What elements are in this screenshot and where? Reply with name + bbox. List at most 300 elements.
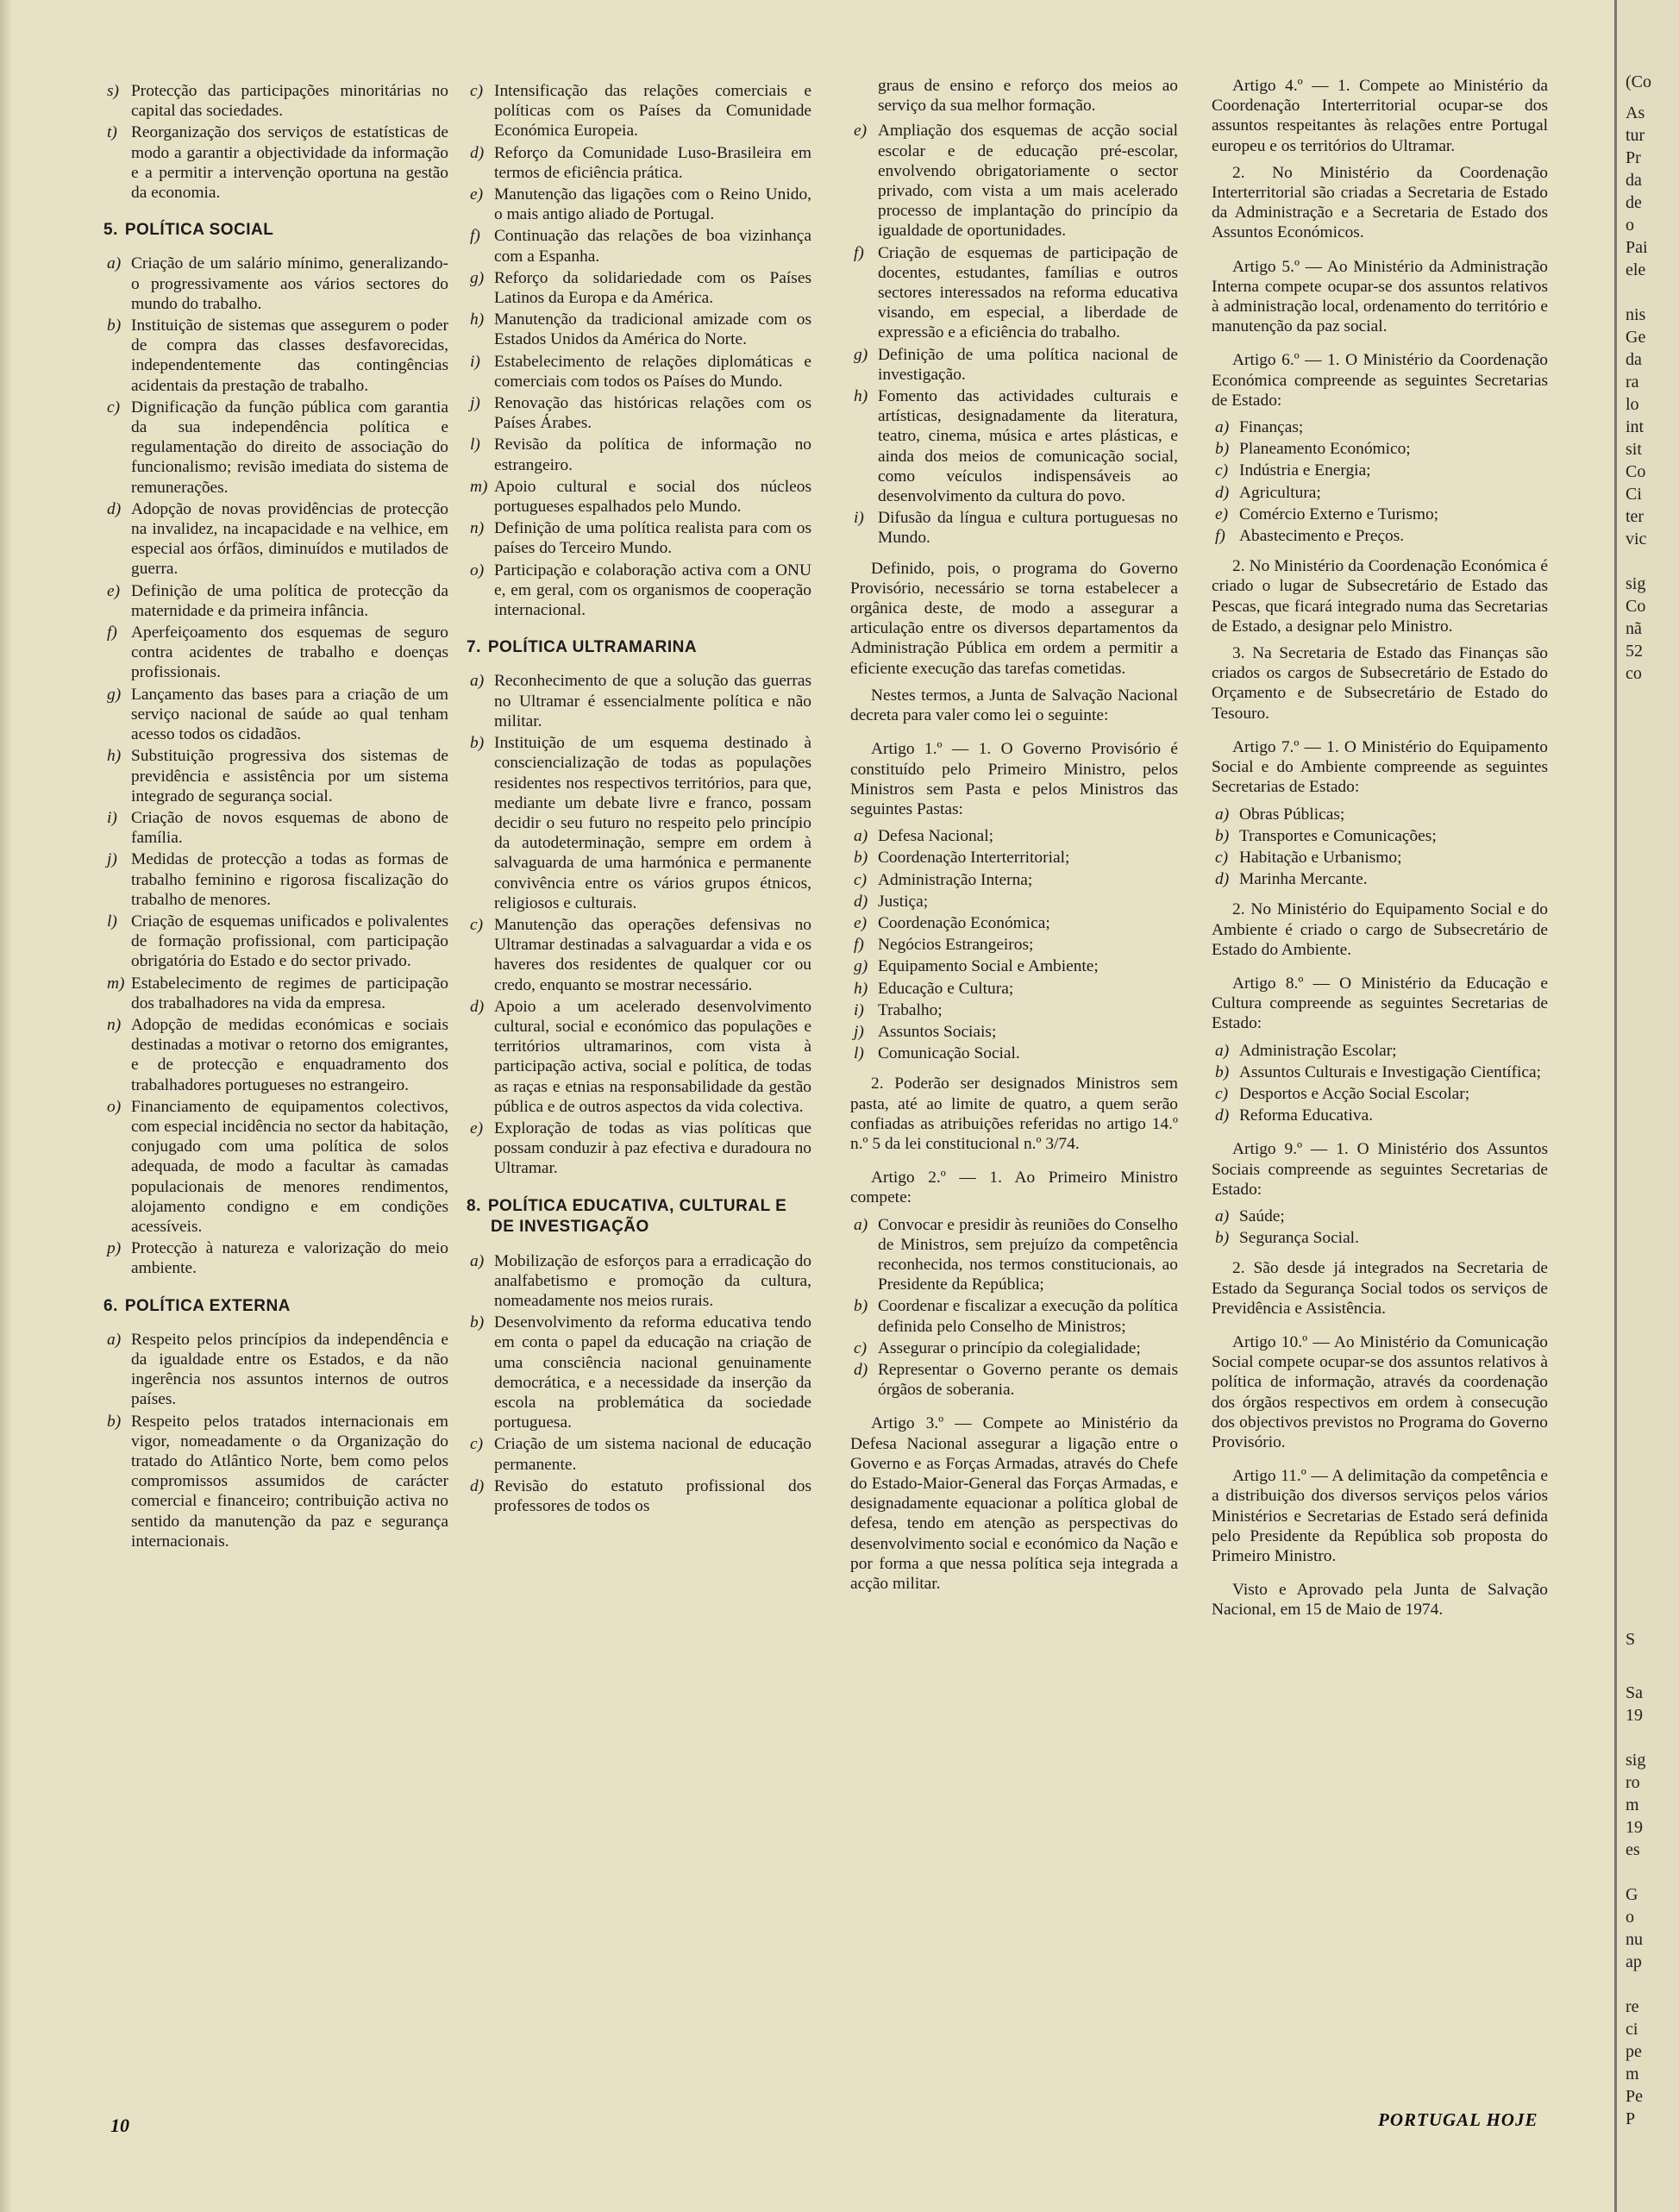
item-text: Agricultura; bbox=[1239, 483, 1321, 502]
article-4-paragraph-2: 2. No Ministério da Coordenação Interterritorial são criadas a Secretaria de Estado da Administração e a Secretaria de Estado dos Assuntos Económicos. bbox=[1212, 163, 1548, 242]
article-2: Artigo 2.º — 1. Ao Primeiro Ministro compete: bbox=[850, 1169, 1178, 1207]
item-text: Desenvolvimento da reforma educativa tendo em conta o papel da educação na criação de uma consciência nacional genuinamente democrática, e a necessidade da inserção da escola na problemática da sociedade portuguesa. bbox=[494, 1313, 811, 1432]
item-label: a) bbox=[1215, 1041, 1230, 1060]
article-8: Artigo 8.º — O Ministério da Educação e Cultura compreende as seguintes Secretarias de Estado: bbox=[1212, 974, 1548, 1033]
article-5: Artigo 5.º — Ao Ministério da Administração Interna compete ocupar-se dos assuntos relativos à administração local, ordenamento do território e manutenção da paz social. bbox=[1212, 257, 1548, 336]
list-item bbox=[103, 1412, 448, 1551]
column-1 bbox=[103, 76, 448, 1562]
adjacent-page-text-fragment: nu bbox=[1626, 1930, 1643, 1949]
item-text: Respeito pelos tratados internacionais em vigor, nomeadamente o da Organização do tratado do Atlântico Norte, bem como pelos compromissos assumidos de carácter comercial e financeiro; contribuição activa no sentido da manutenção da paz e segurança internacionais. bbox=[131, 1412, 448, 1551]
item-label: p) bbox=[107, 1239, 122, 1258]
section-title: POLÍTICA ULTRAMARINA bbox=[487, 638, 698, 657]
item-text: Justiça; bbox=[878, 892, 929, 911]
adjacent-page-text-fragment: o bbox=[1626, 1908, 1634, 1927]
item-text: Ampliação dos esquemas de acção social escolar e de educação pré-escolar, envolvendo obrigatoriamente o sector privado, com vista a um mais acelerado processo de implantação do princípio da igualdade de oportunidades. bbox=[878, 122, 1178, 241]
section-5-heading bbox=[103, 220, 448, 240]
adjacent-page-text-fragment: m bbox=[1626, 2065, 1639, 2084]
item-label: l) bbox=[470, 436, 480, 454]
article-9-paragraph-2: 2. São desde já integrados na Secretaria de Estado da Segurança Social todos os serviços de Previdência e Assistência. bbox=[1212, 1259, 1548, 1318]
article-10: Artigo 10.º — Ao Ministério da Comunicação Social compete ocupar-se dos assuntos relativos à política de informação, através da coordenação dos órgãos respectivos em ordem à consecução dos objectivos previstos no Programa do Governo Provisório. bbox=[1212, 1332, 1548, 1451]
item-label: c) bbox=[1215, 848, 1229, 867]
adjacent-page-text-fragment: S bbox=[1626, 1630, 1636, 1649]
list-item bbox=[103, 1015, 448, 1095]
item-label: b) bbox=[1215, 440, 1230, 459]
list-item bbox=[850, 508, 1178, 548]
section-number: 8. bbox=[467, 1196, 481, 1215]
item-text: Administração Interna; bbox=[878, 870, 1033, 889]
item-text: Finanças; bbox=[1239, 418, 1304, 437]
item-text: Saúde; bbox=[1239, 1206, 1285, 1225]
item-label: f) bbox=[854, 243, 864, 262]
item-text: Coordenar e fiscalizar a execução da política definida pelo Conselho de Ministros; bbox=[878, 1297, 1178, 1336]
item-label: b) bbox=[1215, 1062, 1230, 1081]
item-text: Fomento das actividades culturais e artísticas, designadamente da literatura, teatro, cinema, música e artes plásticas, e ainda dos meios de comunicação social, como veículos indispensáveis ao desenvolvimento da cultura do povo. bbox=[878, 387, 1178, 506]
list-item bbox=[1212, 1228, 1548, 1248]
item-label: l) bbox=[854, 1044, 864, 1063]
item-text: Manutenção das operações defensivas no Ultramar destinadas a salvaguardar a vida e os haveres dos residentes de qualquer cor ou credo, enquanto se mostrar necessário. bbox=[494, 915, 811, 994]
adjacent-page-text-fragment: sig bbox=[1626, 574, 1646, 593]
list-item bbox=[103, 254, 448, 314]
adjacent-page-text-fragment: da bbox=[1626, 350, 1642, 369]
adjacent-page-text-fragment: m bbox=[1626, 1795, 1639, 1814]
publication-title: PORTUGAL HOJE bbox=[1378, 2109, 1538, 2130]
item-label: j) bbox=[470, 394, 480, 413]
article-11: Artigo 11.º — A delimitação da competência e a distribuição dos diversos serviços pelos vários Ministérios e Secretarias de Estado será definida pelo Presidente da República sob proposta do Primeiro Ministro. bbox=[1212, 1467, 1548, 1565]
item-text: Obras Públicas; bbox=[1239, 805, 1345, 824]
adjacent-page-text-fragment: 19 bbox=[1626, 1706, 1643, 1725]
list-item bbox=[467, 1313, 811, 1432]
item-label: j) bbox=[107, 850, 117, 869]
item-text: Reorganização dos serviços de estatísticas de modo a garantir a objectividade da informação e a permitir a intervenção oportuna na gestão da economia. bbox=[131, 123, 448, 203]
list-item bbox=[850, 892, 1178, 912]
item-label: e) bbox=[854, 913, 868, 932]
item-text: Estabelecimento de regimes de participação dos trabalhadores na vida da empresa. bbox=[131, 974, 448, 1012]
adjacent-page-text-fragment: int bbox=[1626, 417, 1645, 436]
adjacent-page-text-fragment: 19 bbox=[1626, 1818, 1643, 1837]
adjacent-page-text-fragment: vic bbox=[1626, 530, 1647, 548]
item-text: Trabalho; bbox=[878, 1000, 943, 1019]
list-item bbox=[467, 352, 811, 392]
list-item bbox=[1212, 805, 1548, 824]
col1-list-b bbox=[103, 254, 448, 1278]
item-text: Manutenção das ligações com o Reino Unido, o mais antigo aliado de Portugal. bbox=[494, 185, 811, 224]
item-text: Abastecimento e Preços. bbox=[1239, 527, 1405, 546]
item-label: m) bbox=[470, 477, 488, 496]
article-7: Artigo 7.º — 1. O Ministério do Equipamento Social e do Ambiente compreende as seguintes Secretarias de Estado: bbox=[1212, 737, 1548, 797]
list-item bbox=[1212, 1062, 1548, 1082]
item-text: Instituição de um esquema destinado à consciencialização de todas as populações residentes nos respectivos territórios, para que, mediante um debate livre e franco, possam decidir o seu futuro no respeito pelo princípio da autodeterminação, sempre em ordem à salvaguarda de uma harmónica e permanente convivência entre os vários grupos étnicos, religiosos e culturais. bbox=[494, 734, 811, 912]
list-item bbox=[1212, 504, 1548, 524]
article-4: Artigo 4.º — 1. Compete ao Ministério da Coordenação Interterritorial ocupar-se dos assuntos respeitantes às relações entre Portugal europeu e os territórios do Ultramar. bbox=[1212, 77, 1548, 155]
item-text: Habitação e Urbanismo; bbox=[1239, 848, 1402, 867]
article-1: Artigo 1.º — 1. O Governo Provisório é constituído pelo Primeiro Ministro, pelos Ministros sem Pasta e pelos Ministros das seguintes Pastas: bbox=[850, 740, 1178, 818]
item-label: e) bbox=[1215, 504, 1229, 523]
item-label: d) bbox=[854, 892, 868, 911]
item-text: Negócios Estrangeiros; bbox=[878, 936, 1034, 955]
item-text: Instituição de sistemas que assegurem o poder de compra das classes desfavorecidas, independentemente das contingências acidentais da prestação de trabalho. bbox=[131, 316, 448, 395]
adjacent-page-text-fragment: 52 bbox=[1626, 642, 1643, 661]
item-text: Apoio a um acelerado desenvolvimento cultural, social e económico das populações e territórios ultramarinos, com vista à participação activa, social e política, de todas as raças e etnias na responsabilidade da gestão pública e de outros aspectos da vida colectiva. bbox=[494, 997, 811, 1116]
item-label: o) bbox=[470, 561, 485, 580]
list-item bbox=[467, 81, 811, 141]
col2-list-c bbox=[467, 1251, 811, 1517]
item-text: Protecção das participações minoritárias no capital das sociedades. bbox=[131, 82, 448, 121]
article-6-paragraph-3: 3. Na Secretaria de Estado das Finanças são criados os cargos de Subsecretário de Estado do Orçamento e de Subsecretário de Estado do Tesouro. bbox=[1212, 644, 1548, 723]
paragraph: Nestes termos, a Junta de Salvação Nacional decreta para valer como lei o seguinte: bbox=[850, 686, 1178, 725]
item-label: a) bbox=[854, 1215, 868, 1234]
item-text: Adopção de novas providências de protecção na invalidez, na incapacidade e na velhice, em especial aos órfãos, diminuídos e mutilados de guerra. bbox=[131, 499, 448, 579]
list-item bbox=[103, 122, 448, 203]
item-label: b) bbox=[470, 1313, 485, 1332]
adjacent-page-text-fragment: o bbox=[1626, 216, 1634, 235]
list-item bbox=[1212, 1041, 1548, 1061]
list-item bbox=[467, 393, 811, 433]
list-item bbox=[850, 913, 1178, 933]
item-label: a) bbox=[1215, 805, 1230, 824]
item-label: i) bbox=[854, 509, 864, 528]
item-text: Dignificação da função pública com garantia da sua independência política e regulamentação do direito de associação do funcionalismo; revisão imediata do sistema de remunerações. bbox=[131, 398, 448, 497]
item-label: d) bbox=[1215, 870, 1230, 889]
item-label: d) bbox=[470, 143, 485, 162]
article-1-paragraph-2: 2. Poderão ser designados Ministros sem pasta, até ao limite de quatro, a quem serão confiadas as atribuições referidas no artigo 14.º n.º 5 da lei constitucional n.º 3/74. bbox=[850, 1075, 1178, 1153]
adjacent-page-text-fragment: de bbox=[1626, 193, 1642, 212]
adjacent-page-text-fragment: Ci bbox=[1626, 485, 1642, 504]
item-text: Transportes e Comunicações; bbox=[1239, 826, 1437, 845]
item-label: d) bbox=[1215, 483, 1230, 502]
item-text: Lançamento das bases para a criação de um serviço nacional de saúde ao qual tenham acesso todos os cidadãos. bbox=[131, 685, 448, 744]
col1-list-c bbox=[103, 1330, 448, 1551]
item-text: Educação e Cultura; bbox=[878, 979, 1014, 998]
list-item bbox=[467, 671, 811, 731]
item-text: Participação e colaboração activa com a ONU e, em geral, com os organismos de cooperação internacional. bbox=[494, 561, 811, 620]
list-item bbox=[1212, 417, 1548, 437]
item-label: h) bbox=[854, 979, 868, 998]
adjacent-page-text-fragment: ter bbox=[1626, 507, 1645, 526]
list-item bbox=[850, 386, 1178, 506]
item-text: Criação de novos esquemas de abono de família. bbox=[131, 808, 448, 848]
item-label: a) bbox=[470, 1251, 485, 1270]
adjacent-page-text-fragment: sit bbox=[1626, 440, 1642, 459]
col4-list-8 bbox=[1212, 1041, 1548, 1126]
item-text: Revisão da política de informação no estrangeiro. bbox=[494, 436, 811, 474]
list-item bbox=[850, 1043, 1178, 1063]
item-text: Assuntos Sociais; bbox=[878, 1022, 997, 1041]
list-item bbox=[103, 499, 448, 580]
item-text: Criação de esquemas unificados e polivalentes de formação profissional, com participação obrigatória do Estado e do sector privado. bbox=[131, 912, 448, 971]
page-number: 10 bbox=[110, 2115, 129, 2136]
item-text: Respeito pelos princípios da independência e da igualdade entre os Estados, e da não ingerência nos assuntos internos de outros países. bbox=[131, 1330, 448, 1409]
item-text: Definição de uma política nacional de investigação. bbox=[878, 345, 1178, 384]
item-label: m) bbox=[107, 974, 125, 993]
col4-list-6 bbox=[1212, 417, 1548, 546]
item-label: c) bbox=[1215, 461, 1229, 480]
item-text: Assuntos Culturais e Investigação Científica; bbox=[1239, 1062, 1542, 1081]
section-6-heading bbox=[103, 1296, 448, 1316]
item-text: Segurança Social. bbox=[1239, 1229, 1359, 1248]
item-text: Criação de um sistema nacional de educação permanente. bbox=[494, 1435, 811, 1474]
item-text: Protecção à natureza e valorização do meio ambiente. bbox=[131, 1239, 448, 1278]
item-label: g) bbox=[854, 957, 868, 976]
adjacent-page-text-fragment: ap bbox=[1626, 1952, 1642, 1971]
item-text: Exploração de todas as vias políticas que possam conduzir à paz efectiva e duradoura no Ultramar. bbox=[494, 1119, 811, 1178]
section-title: POLÍTICA EDUCATIVA, CULTURAL E DE INVESTIGAÇÃO bbox=[487, 1196, 787, 1236]
list-item bbox=[467, 435, 811, 474]
article-9: Artigo 9.º — 1. O Ministério dos Assuntos Sociais compreende as seguintes Secretarias de Estado: bbox=[1212, 1140, 1548, 1199]
item-text: Administração Escolar; bbox=[1239, 1041, 1397, 1060]
item-label: c) bbox=[470, 1435, 484, 1454]
article-3: Artigo 3.º — Compete ao Ministério da Defesa Nacional assegurar a ligação entre o Governo e as Forças Armadas, através do Chefe do Estado-Maior-General das Forças Armadas, e designadamente equacionar a política global de defesa, tendo em atenção as perspectivas do desenvolvimento social e económico da Nação e por forma a que nessa política seja integrada a acção militar. bbox=[850, 1414, 1178, 1594]
continued-item bbox=[850, 76, 1178, 116]
list-item bbox=[850, 1296, 1178, 1336]
item-label: a) bbox=[854, 827, 868, 846]
item-text: Definição de uma política realista para com os países do Terceiro Mundo. bbox=[494, 519, 811, 558]
list-item bbox=[1212, 439, 1548, 459]
item-text: Manutenção da tradicional amizade com os Estados Unidos da América do Norte. bbox=[494, 310, 811, 349]
list-item bbox=[103, 849, 448, 910]
item-label: d) bbox=[854, 1360, 868, 1379]
list-item bbox=[467, 143, 811, 183]
section-number: 7. bbox=[467, 638, 481, 657]
item-label: g) bbox=[107, 685, 122, 704]
item-text: Coordenação Económica; bbox=[878, 913, 1050, 932]
list-item bbox=[467, 477, 811, 517]
adjacent-page-text-fragment: pe bbox=[1626, 2042, 1642, 2061]
adjacent-page-text-fragment: Ge bbox=[1626, 328, 1646, 347]
item-text: Desportos e Acção Social Escolar; bbox=[1239, 1084, 1470, 1103]
item-label: b) bbox=[854, 849, 868, 868]
adjacent-page-text-fragment: G bbox=[1626, 1885, 1638, 1904]
item-label: c) bbox=[854, 1338, 868, 1357]
list-item bbox=[1212, 526, 1548, 546]
adjacent-page-text-fragment: nã bbox=[1626, 619, 1642, 638]
col4-list-9 bbox=[1212, 1206, 1548, 1248]
list-item bbox=[103, 1238, 448, 1278]
adjacent-page-text-fragment: sig bbox=[1626, 1751, 1646, 1770]
paragraph: Definido, pois, o programa do Governo Provisório, necessário se torna estabelecer a orgânica deste, de modo a assegurar a articulação entre os diversos departamentos da Administração Pública em ordem a permitir a eficiente execução das tarefas cometidas. bbox=[850, 559, 1178, 678]
list-item bbox=[467, 997, 811, 1117]
list-item bbox=[850, 935, 1178, 955]
item-label: b) bbox=[1215, 1229, 1230, 1248]
item-label: c) bbox=[470, 915, 484, 934]
item-text: Aperfeiçoamento dos esquemas de seguro contra acidentes de trabalho e doenças profissionais. bbox=[131, 623, 448, 682]
item-text: Financiamento de equipamentos colectivos, com especial incidência no sector da habitação, conjugado com uma política de solos adequada, de modo a facultar às camadas populacionais de menores rendimentos, alojamento condigno e em condições acessíveis. bbox=[131, 1097, 448, 1236]
col2-list-a bbox=[467, 81, 811, 620]
list-item bbox=[467, 1119, 811, 1179]
item-text: Reforma Educativa. bbox=[1239, 1106, 1374, 1125]
item-text: Criação de um salário mínimo, generalizando-o progressivamente aos vários sectores do mundo do trabalho. bbox=[131, 254, 448, 313]
adjacent-page-text-fragment: Pe bbox=[1626, 2087, 1643, 2106]
item-label: h) bbox=[854, 387, 868, 406]
item-text: Defesa Nacional; bbox=[878, 827, 994, 846]
section-title: POLÍTICA SOCIAL bbox=[124, 221, 274, 240]
adjacent-page-text-fragment: ra bbox=[1626, 373, 1639, 392]
item-text: Reforço da solidariedade com os Países Latinos da Europa e da América. bbox=[494, 268, 811, 308]
item-label: h) bbox=[107, 747, 122, 766]
adjacent-page-text-fragment: ro bbox=[1626, 1773, 1640, 1792]
item-label: s) bbox=[107, 82, 120, 100]
list-item bbox=[850, 243, 1178, 343]
column-2 bbox=[467, 76, 811, 1526]
item-text: Convocar e presidir às reuniões do Conselho de Ministros, sem prejuízo da competência reconhecida, nos termos constitucionais, ao Presidente da República; bbox=[878, 1215, 1178, 1294]
list-item bbox=[850, 870, 1178, 890]
list-item bbox=[103, 1097, 448, 1237]
list-item bbox=[850, 848, 1178, 868]
adjacent-page-text-fragment: ele bbox=[1626, 260, 1646, 279]
item-label: f) bbox=[107, 623, 117, 642]
item-label: b) bbox=[854, 1297, 868, 1316]
item-label: a) bbox=[1215, 418, 1230, 437]
adjacent-page-text-fragment: lo bbox=[1626, 395, 1639, 414]
list-item bbox=[467, 1251, 811, 1312]
item-label: f) bbox=[854, 936, 864, 955]
article-6: Artigo 6.º — 1. O Ministério da Coordenação Económica compreende as seguintes Secretarias de Estado: bbox=[1212, 351, 1548, 410]
column-4 bbox=[1212, 76, 1548, 1627]
item-label: b) bbox=[107, 1412, 122, 1431]
list-item bbox=[1212, 1106, 1548, 1125]
item-label: d) bbox=[470, 1476, 485, 1495]
item-label: a) bbox=[470, 672, 485, 691]
list-item bbox=[850, 345, 1178, 385]
item-text: Representar o Governo perante os demais órgãos de soberania. bbox=[878, 1360, 1178, 1400]
item-text: Adopção de medidas económicas e sociais destinadas a motivar o retorno dos emigrantes, e de protecção e enquadramento dos trabalhadores portugueses no estrangeiro. bbox=[131, 1015, 448, 1094]
item-label: t) bbox=[107, 123, 117, 142]
item-text: Reconhecimento de que a solução das guerras no Ultramar é essencialmente política e não militar. bbox=[494, 672, 811, 730]
list-item bbox=[1212, 483, 1548, 503]
list-item bbox=[467, 1434, 811, 1474]
item-label: l) bbox=[107, 912, 117, 931]
col2-list-b bbox=[467, 671, 811, 1178]
item-text: Equipamento Social e Ambiente; bbox=[878, 957, 1099, 976]
list-item bbox=[467, 1476, 811, 1516]
list-item bbox=[467, 561, 811, 621]
col1-list-a bbox=[103, 81, 448, 203]
list-item bbox=[850, 979, 1178, 999]
list-item bbox=[103, 685, 448, 745]
item-label: e) bbox=[854, 122, 868, 141]
item-label: b) bbox=[470, 734, 485, 753]
list-item bbox=[103, 398, 448, 498]
adjacent-page-text-fragment: da bbox=[1626, 171, 1642, 190]
col3-list-1 bbox=[850, 826, 1178, 1063]
item-label: o) bbox=[107, 1097, 122, 1116]
list-item bbox=[467, 733, 811, 913]
list-item bbox=[467, 518, 811, 558]
item-text: Criação de esquemas de participação de docentes, estudantes, famílias e outros sectores interessados na reforma educativa visando, em especial, a liberdade de expressão e a eficiência do trabalho. bbox=[878, 243, 1178, 342]
item-label: a) bbox=[107, 1330, 122, 1349]
item-text: graus de ensino e reforço dos meios ao serviço da sua melhor formação. bbox=[878, 77, 1178, 116]
item-text: Reforço da Comunidade Luso-Brasileira em termos de eficiência prática. bbox=[494, 143, 811, 182]
list-item bbox=[467, 268, 811, 308]
item-text: Coordenação Interterritorial; bbox=[878, 849, 1070, 868]
adjacent-page-text-fragment: Pr bbox=[1626, 148, 1641, 167]
item-label: g) bbox=[854, 345, 868, 364]
item-text: Estabelecimento de relações diplomáticas e comerciais com todos os Países do Mundo. bbox=[494, 352, 811, 391]
adjacent-page-text-fragment: nis bbox=[1626, 305, 1646, 324]
item-label: e) bbox=[107, 581, 121, 600]
adjacent-page-text-fragment: Co bbox=[1626, 597, 1646, 616]
item-text: Intensificação das relações comerciais e políticas com os Países da Comunidade Económica Europeia. bbox=[494, 82, 811, 141]
item-label: h) bbox=[470, 310, 485, 329]
item-text: Continuação das relações de boa vizinhança com a Espanha. bbox=[494, 227, 811, 266]
item-label: n) bbox=[107, 1015, 122, 1034]
list-item bbox=[850, 1000, 1178, 1020]
col4-list-7 bbox=[1212, 805, 1548, 890]
list-item bbox=[1212, 1084, 1548, 1104]
col3-list-2 bbox=[850, 1215, 1178, 1401]
item-text: Medidas de protecção a todas as formas de trabalho feminino e rigorosa fiscalização do trabalho de menores. bbox=[131, 850, 448, 909]
item-label: g) bbox=[470, 268, 485, 287]
adjacent-page-text-fragment: Co bbox=[1626, 462, 1646, 481]
list-item bbox=[1212, 848, 1548, 868]
list-item bbox=[103, 623, 448, 683]
list-item bbox=[103, 1330, 448, 1410]
adjacent-page-text-fragment: re bbox=[1626, 1997, 1639, 2016]
item-label: e) bbox=[470, 185, 484, 204]
list-item bbox=[850, 1022, 1178, 1042]
list-item bbox=[467, 915, 811, 995]
adjacent-page-text-fragment: Sa bbox=[1626, 1683, 1643, 1702]
item-text: Renovação das históricas relações com os Países Árabes. bbox=[494, 394, 811, 433]
list-item bbox=[467, 185, 811, 224]
column-3 bbox=[850, 76, 1178, 1601]
article-6-paragraph-2: 2. No Ministério da Coordenação Económica é criado o lugar de Subsecretário de Estado das Pescas, que ficará integrado numa das Secretarias de Estado, a designar pelo Ministro. bbox=[1212, 557, 1548, 636]
list-item bbox=[103, 808, 448, 848]
item-label: c) bbox=[107, 398, 121, 417]
list-item bbox=[1212, 869, 1548, 889]
item-label: f) bbox=[470, 227, 480, 246]
item-text: Difusão da língua e cultura portuguesas no Mundo. bbox=[878, 509, 1178, 548]
adjacent-page-text-fragment: ci bbox=[1626, 2020, 1638, 2039]
item-text: Indústria e Energia; bbox=[1239, 461, 1371, 480]
item-text: Revisão do estatuto profissional dos professores de todos os bbox=[494, 1476, 811, 1515]
list-item bbox=[467, 226, 811, 266]
item-text: Planeamento Económico; bbox=[1239, 440, 1411, 459]
item-label: i) bbox=[470, 352, 480, 371]
item-text: Comunicação Social. bbox=[878, 1044, 1020, 1063]
item-label: d) bbox=[107, 499, 122, 518]
item-label: i) bbox=[854, 1000, 864, 1019]
list-item bbox=[103, 912, 448, 972]
item-label: c) bbox=[854, 870, 868, 889]
closing-statement: Visto e Aprovado pela Junta de Salvação Nacional, em 15 de Maio de 1974. bbox=[1212, 1581, 1548, 1620]
list-item bbox=[1212, 461, 1548, 480]
list-item bbox=[103, 746, 448, 806]
item-label: d) bbox=[470, 997, 485, 1016]
list-item bbox=[103, 81, 448, 121]
section-title: POLÍTICA EXTERNA bbox=[124, 1296, 291, 1315]
list-item bbox=[467, 310, 811, 349]
item-label: d) bbox=[1215, 1106, 1230, 1125]
section-number: 6. bbox=[103, 1296, 118, 1315]
adjacent-page-text-fragment: co bbox=[1626, 664, 1642, 683]
item-label: c) bbox=[470, 82, 484, 100]
adjacent-page-text-fragment: Pai bbox=[1626, 238, 1648, 257]
item-text: Substituição progressiva dos sistemas de previdência e assistência por um sistema integrado de segurança social. bbox=[131, 747, 448, 805]
list-item bbox=[850, 826, 1178, 846]
adjacent-page-text-fragment: As bbox=[1626, 103, 1645, 122]
item-label: n) bbox=[470, 519, 485, 538]
adjacent-page-text-fragment: P bbox=[1626, 2109, 1636, 2128]
item-label: b) bbox=[1215, 826, 1230, 845]
list-item bbox=[103, 974, 448, 1013]
item-label: e) bbox=[470, 1119, 484, 1137]
section-8-heading bbox=[467, 1196, 811, 1238]
adjacent-page-text-fragment: (Co bbox=[1626, 72, 1651, 91]
list-item bbox=[103, 316, 448, 396]
list-item bbox=[850, 121, 1178, 241]
list-item bbox=[1212, 826, 1548, 846]
item-text: Marinha Mercante. bbox=[1239, 870, 1368, 889]
